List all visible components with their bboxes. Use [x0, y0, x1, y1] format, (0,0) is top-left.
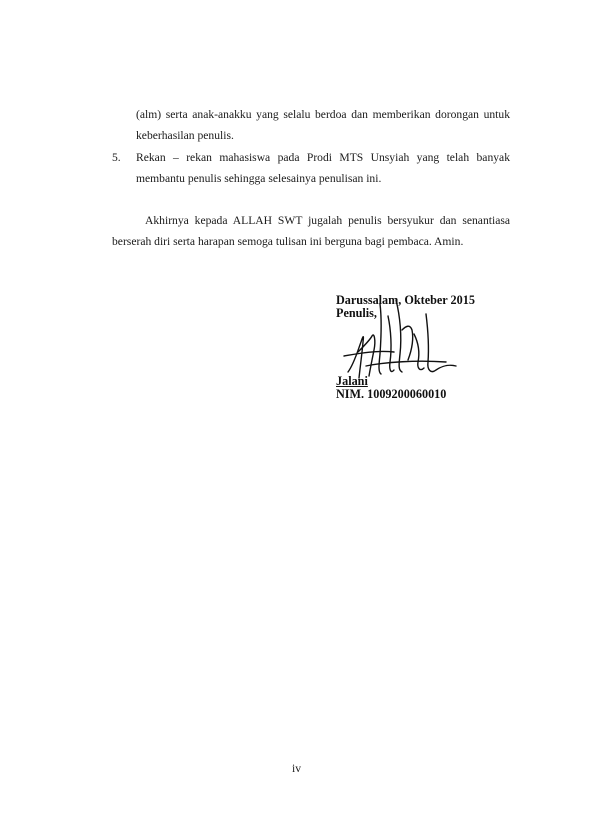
continuation-line-1: (alm) serta anak-anakku yang selalu berdoa dan memberikan dorongan untuk — [136, 108, 510, 121]
signature-place-date: Darussalam, Okteber 2015 — [336, 293, 475, 307]
signature-name: Jalani — [336, 374, 368, 388]
closing-paragraph-line-2: berserah diri serta harapan semoga tulisan ini berguna bagi pembaca. Amin. — [112, 235, 464, 248]
continuation-line-2: keberhasilan penulis. — [136, 129, 234, 142]
signature-role: Penulis, — [336, 306, 377, 320]
list-item-5-line-2: membantu penulis sehingga selesainya penulisan ini. — [136, 172, 382, 185]
list-item-5-line-1: Rekan – rekan mahasiswa pada Prodi MTS Unsyiah yang telah banyak — [136, 151, 510, 164]
closing-paragraph-line-1: Akhirnya kepada ALLAH SWT jugalah penulis bersyukur dan senantiasa — [145, 214, 510, 227]
list-item-number: 5. — [112, 151, 121, 164]
page-number: iv — [291, 762, 302, 775]
signature-nim: NIM. 1009200060010 — [336, 387, 447, 401]
